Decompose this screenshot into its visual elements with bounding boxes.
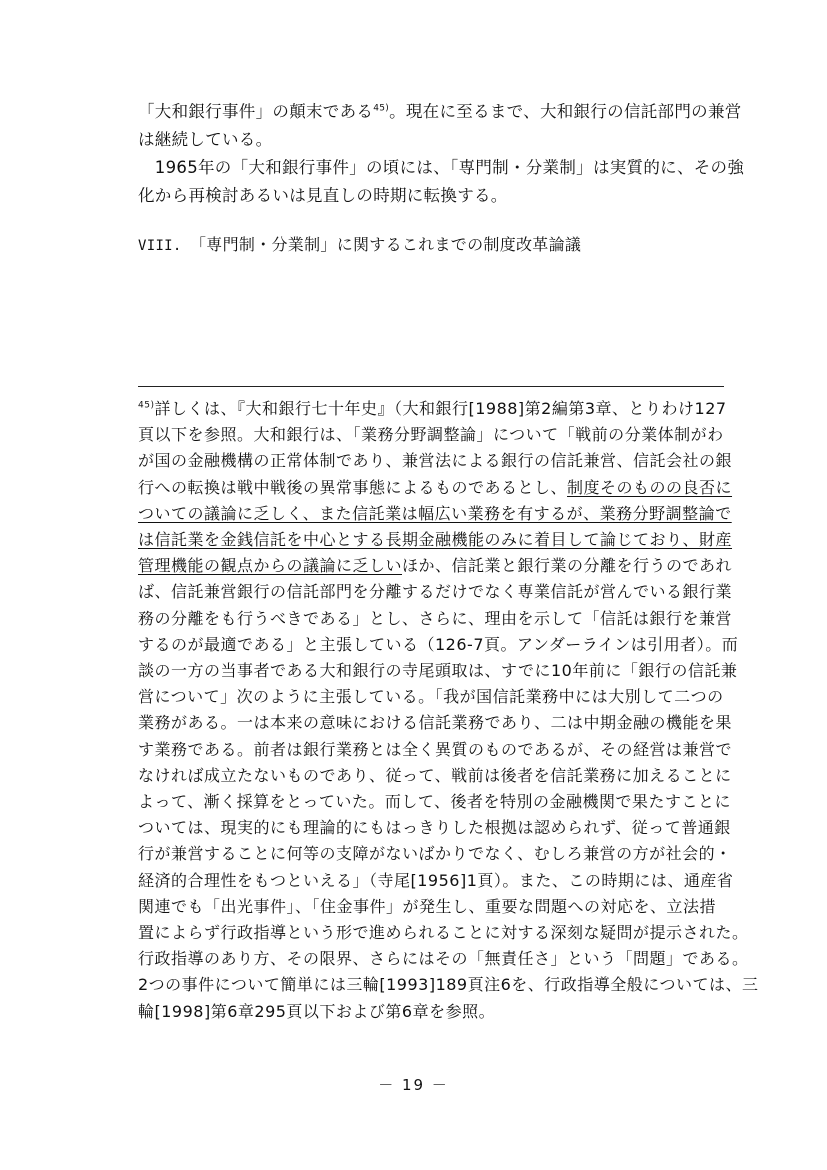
footnote-text: 関連でも「出光事件」、「住金事件」が発生し、重要な問題への対応を、立法措: [138, 896, 717, 916]
footnote-line: [138, 686, 738, 708]
footnote-divider: [138, 386, 724, 387]
footnote-line: [138, 424, 738, 446]
footnote-line: [138, 503, 738, 525]
footnote-text: 談の一方の当事者である大和銀行の寺尾頭取は、すでに10年前に「銀行の信託兼: [138, 661, 738, 680]
footnote-line: [138, 398, 738, 420]
section-title: 「専門制・分業制」に関するこれまでの制度改革論議: [190, 235, 582, 254]
footnote-line: [138, 739, 738, 761]
footnote-text: 経済的合理性をもつといえる」（寺尾[1956]1頁）。また、この時期には、通産省: [138, 870, 734, 890]
underlined-text: ついての議論に乏しく、また信託業は幅広い業務を有するが、業務分野調整論で: [138, 503, 732, 523]
footnote-line: [138, 791, 738, 813]
footnote-line: [138, 843, 738, 865]
footnote-line: [138, 1001, 738, 1023]
footnote-line: [138, 896, 738, 918]
footnote-line: [138, 948, 749, 970]
footnote-text: が国の金融機構の正常体制であり、兼営法による銀行の信託兼営、信託会社の銀: [138, 451, 733, 471]
footnote-line: [138, 870, 738, 892]
body-line-text: 「大和銀行事件」の顛末である: [138, 102, 374, 121]
body-line: 1965年の「大和銀行事件」の頃には、「専門制・分業制」は実質的に、その強: [138, 158, 745, 177]
underlined-text: 管理機能の観点からの議論に乏しい: [138, 556, 403, 576]
footnote-text: 業務がある。一は本来の意味における信託業務であり、二は中期金融の機能を果: [138, 713, 733, 733]
footnote-line: [138, 581, 738, 603]
footnote-line: [138, 529, 738, 551]
footnote-line: [138, 555, 738, 577]
footnote-text: す業務である。前者は銀行業務とは全く異質のものであるが、その経営は兼営で: [138, 739, 733, 759]
footnote-line: [138, 922, 749, 944]
footnote-text: ほか、信託業と銀行業の分離を行うのであれ: [402, 556, 733, 576]
footnote-line: [138, 634, 738, 656]
underlined-text: は信託業を金銭信託を中心とする長期金融機能のみに着目して論じており、財産: [138, 530, 733, 549]
footnote-text: 行政指導のあり方、その限界、さらにはその「無責任さ」という「問題」である。: [138, 949, 749, 969]
body-line: は継続している。: [138, 130, 273, 149]
section-heading: [138, 232, 581, 255]
footnote-text: ついては、現実的にも理論的にもはっきりした根拠は認められず、従って普通銀: [138, 818, 731, 838]
footnote-line: [138, 817, 738, 839]
footnote-text: 行への転換は戦中戦後の異常事態によるものであるとし、: [138, 477, 568, 497]
footnote-text: するのが最適である」と主張している（126-7頁。アンダーラインは引用者）。而: [138, 634, 739, 654]
body-line-text: 。現在に至るまで、大和銀行の信託部門の兼営: [389, 102, 742, 121]
footnote-text: 務の分離をも行うべきである」とし、さらに、理由を示して「信託は銀行を兼営: [138, 608, 733, 628]
underlined-text: 制度そのものの良否に: [567, 477, 733, 497]
footnote-text: 頁以下を参照。大和銀行は、「業務分野調整論」について「戦前の分業体制がわ: [138, 425, 724, 445]
body-line: [138, 101, 742, 123]
footnote-line: [138, 450, 738, 472]
footnote-line: [138, 974, 759, 996]
footnote-line: [138, 765, 738, 787]
footnote-text: なければ成立たないものであり、従って、戦前は後者を信託業務に加えることに: [138, 765, 732, 785]
page-number: － 19 －: [378, 1076, 449, 1094]
footnote-text: 行が兼営することに何等の支障がないばかりでなく、むしろ兼営の方が社会的・: [138, 844, 732, 864]
footnote-reference: 45): [373, 103, 390, 114]
footnote-line: [138, 608, 738, 630]
footnote-text: 2つの事件について簡単には三輪[1993]189頁注6を、行政指導全般については、三: [138, 975, 759, 995]
footnote-text: 輪[1998]第6章295頁以下および第6章を参照。: [138, 1001, 496, 1021]
footnote-marker: 45): [138, 400, 155, 411]
body-line: 化から再検討あるいは見直しの時期に転換する。: [138, 186, 508, 205]
footnote-text: 置によらず行政指導という形で進められることに対する深刻な疑問が提示された。: [138, 923, 749, 942]
footnote-line: [138, 712, 738, 734]
footnote-text: ば、信託兼営銀行の信託部門を分離するだけでなく専業信託が営んでいる銀行業: [138, 582, 733, 602]
footnote-line: [138, 660, 738, 682]
footnote-line: [138, 477, 738, 499]
footnote-text: 詳しくは、『大和銀行七十年史』（大和銀行[1988]第2編第3章、とりわけ127: [154, 399, 727, 418]
footnote-text: 営について」次のように主張している。「我が国信託業務中には大別して二つの: [138, 687, 724, 707]
footnote-text: よって、漸く採算をとっていた。而して、後者を特別の金融機関で果たすことに: [138, 792, 732, 811]
section-number: VIII.: [138, 238, 182, 254]
